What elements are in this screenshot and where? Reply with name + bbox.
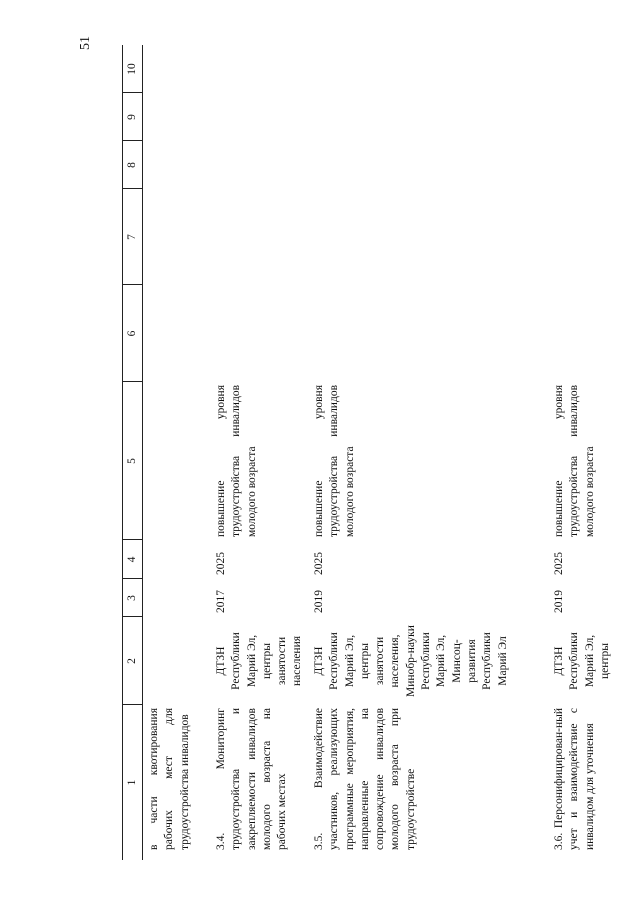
rotated-table: [122, 40, 640, 860]
column-number-1: 1: [126, 779, 138, 786]
page-number: 51: [78, 36, 93, 50]
row-2-executor: ДТЗН Республики Марий Эл, центры занятости населения, Минобр-науки Республики Марий Эл, Минсоц-развития Республики Марий Эл: [313, 625, 509, 697]
row-0-activity: в части квотирования рабочих мест для трудоустройства инвалидов: [148, 708, 191, 850]
row-1-end-year: 2025: [215, 552, 227, 575]
column-number-9: 9: [126, 114, 138, 120]
column-number-2: 2: [126, 658, 138, 664]
row-2-start-year: 2019: [313, 590, 325, 613]
column-number-6: 6: [126, 330, 138, 337]
header-bottom-rule: [142, 45, 143, 860]
row-2-activity: 3.5. Взаимодействие участников, реализующих программные мероприятия, направленные на сопровождение инвалидов молодого возраста при трудоустройстве: [313, 708, 417, 850]
row-3-activity: 3.6. Персонифицирован-ный учет и взаимодействие с инвалидом для уточнения: [553, 708, 596, 850]
row-1-executor: ДТЗН Республики Марий Эл, центры занятости населения: [215, 632, 304, 690]
row-1-result: повышение уровня трудоустройства инвалидов молодого возраста: [215, 385, 258, 537]
row-2-result: повышение уровня трудоустройства инвалидов молодого возраста: [313, 385, 356, 537]
row-3-executor: ДТЗН Республики Марий Эл, центры: [553, 632, 611, 690]
column-number-10: 10: [126, 63, 138, 75]
column-number-8: 8: [126, 162, 138, 168]
column-number-5: 5: [126, 458, 138, 464]
row-1-activity: 3.4. Мониторинг трудоустройства и закрепляемости инвалидов молодого возраста на рабочих местах: [215, 708, 289, 850]
row-2-end-year: 2025: [313, 552, 325, 575]
column-number-7: 7: [126, 234, 138, 240]
row-1-start-year: 2017: [215, 590, 227, 613]
column-number-3: 3: [126, 595, 138, 601]
column-number-4: 4: [126, 556, 138, 563]
row-3-end-year: 2025: [553, 552, 565, 575]
row-3-start-year: 2019: [553, 590, 565, 613]
row-3-result: повышение уровня трудоустройства инвалидов молодого возраста: [553, 385, 596, 537]
